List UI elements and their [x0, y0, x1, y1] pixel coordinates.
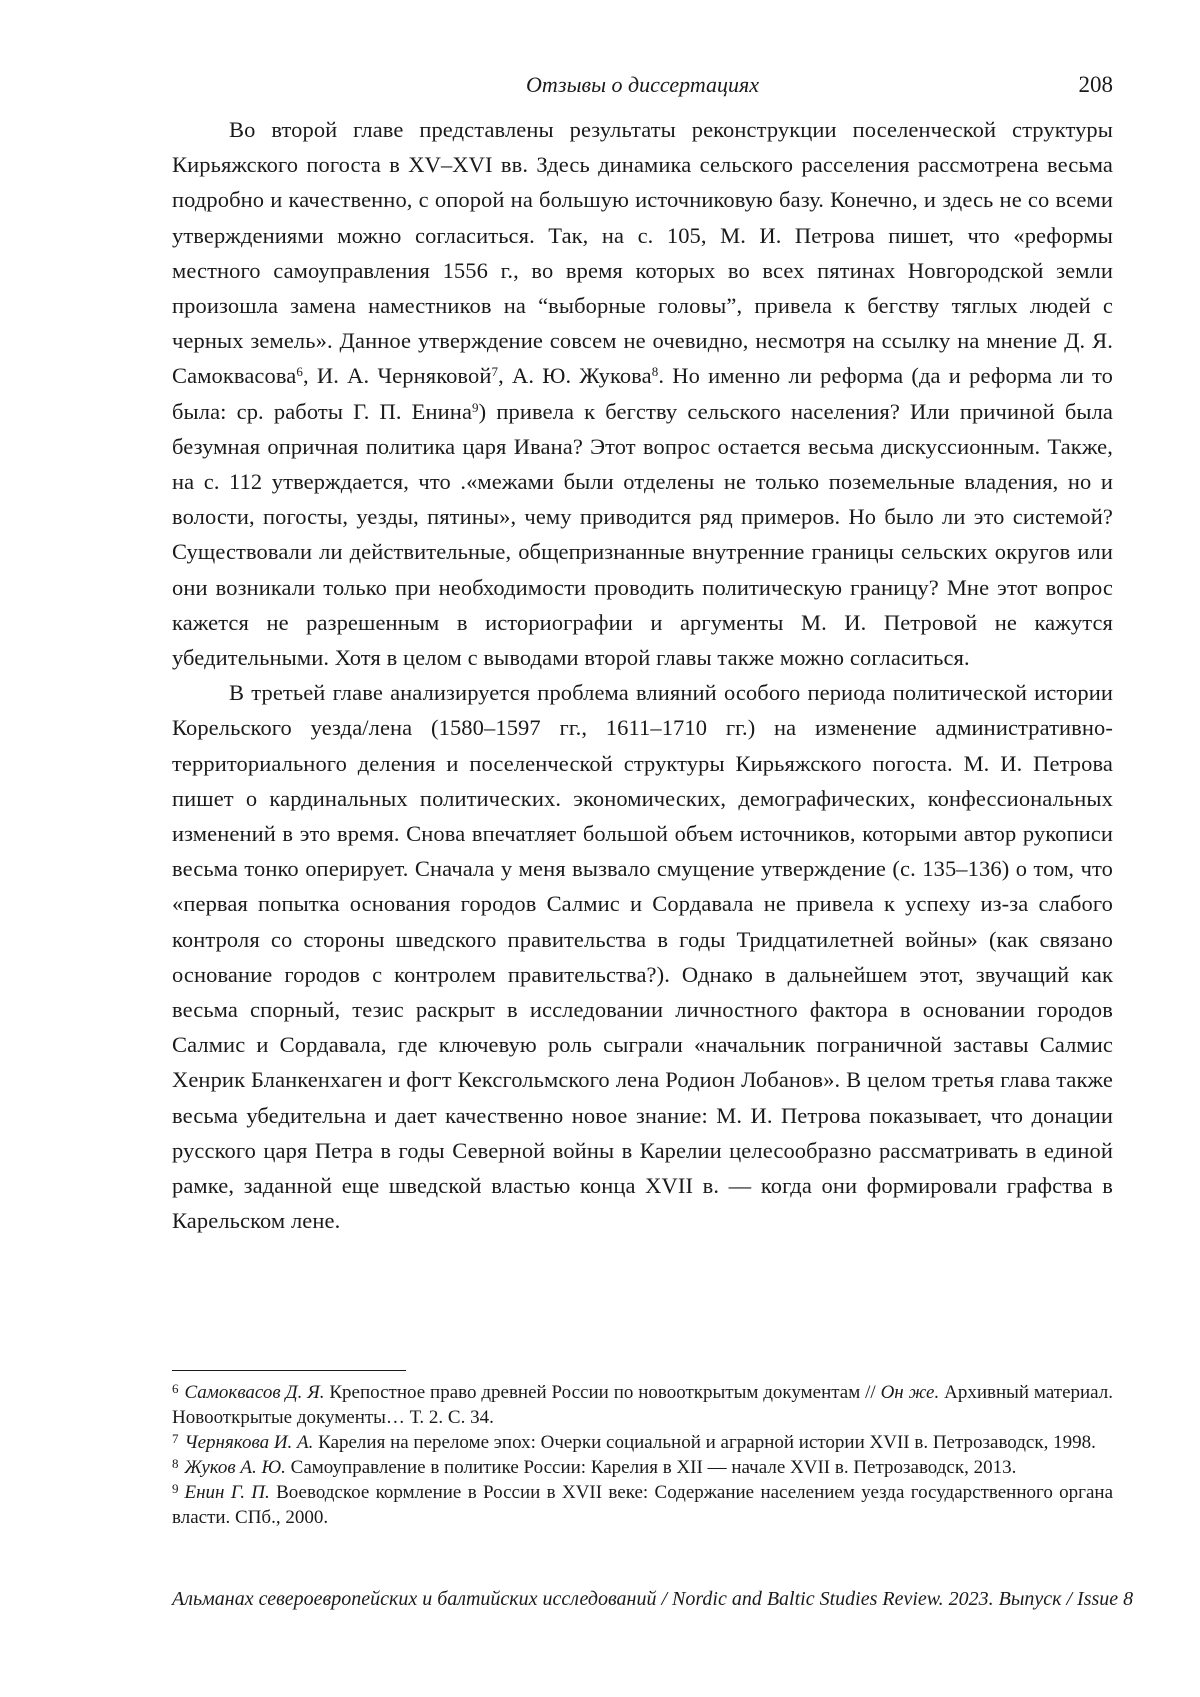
page — [0, 0, 1200, 1697]
footnote-ref-7: 7 — [492, 364, 499, 379]
footnote-9 — [172, 1480, 1113, 1530]
running-head — [172, 72, 1113, 104]
text-segment: ) привела к бегству сельского населения? Или причиной была безумная опричная политика царя Ивана? Этот вопрос остается весьма дискуссионным. Также, на с. 112 утверждается, что .«межами были отделены не только поземельные владения, но и волости, погосты, уезды, пятины», чему приводится ряд примеров. Но было ли это системой? Существовали ли действительные, общепризнанные внутренние границы сельских округов или они возникали только при необходимости проводить политическую границу? Мне этот вопрос кажется не разрешенным в историографии и аргументы М. И. Петровой не кажутся убедительными. Хотя в целом с выводами второй главы также можно согласиться. — [172, 399, 1113, 670]
footnotes — [172, 1380, 1113, 1530]
footnote-text: Карелия на переломе эпох: Очерки социальной и аграрной истории XVII в. Петрозаводск, 1998. — [313, 1432, 1095, 1453]
paragraph-third-chapter: В третьей главе анализируется проблема влияний особого периода политической истории Корельского уезда/лена (1580–1597 гг., 1611–1710 гг.) на изменение административно-территориального деления и поселенческой структуры Кирьяжского погоста. М. И. Петрова пишет о кардинальных политических. экономических, демографических, конфессиональных изменений в это время. Снова впечатляет большой объем источников, которыми автор рукописи весьма тонко оперирует. Сначала у меня вызвало смущение утверждение (с. 135–136) о том, что «первая попытка основания городов Салмис и Сордавала не привела к успеху из-за слабого контроля со стороны шведского правительства в годы Тридцатилетней войны» (как связано основание городов с контролем правительства?). Однако в дальнейшем этот, звучащий как весьма спорный, тезис раскрыт в исследовании личностного фактора в основании городов Салмис и Сордавала, где ключевую роль сыграли «начальник пограничной заставы Салмис Хенрик Бланкенхаген и фогт Кексгольмского лена Родион Лобанов». В целом третья глава также весьма убедительна и дает качественно новое знание: М. И. Петрова показывает, что донации русского царя Петра в годы Северной войны в Карелии целесообразно рассматривать в единой рамке, заданной еще шведской властью конца XVII в. — когда они формировали графства в Карельском лене. — [172, 675, 1113, 1238]
footnote-6 — [172, 1380, 1113, 1430]
paragraph-second-chapter — [172, 112, 1113, 675]
footnote-text: Крепостное право древней России по новооткрытым документам // — [324, 1382, 880, 1403]
footnote-author: Енин Г. П. — [185, 1482, 270, 1503]
footnote-text: Архивный материал. Новооткрытые документы… Т. 2. С. 34. — [172, 1382, 1113, 1428]
footnote-ref-8: 8 — [652, 364, 659, 379]
body-text — [172, 112, 1113, 1239]
footnote-marker: 7 — [172, 1431, 179, 1446]
footnote-ref-6: 6 — [296, 364, 303, 379]
text-segment: Во второй главе представлены результаты реконструкции поселенческой структуры Кирьяжского погоста в XV–XVI вв. Здесь динамика сельского расселения рассмотрена весьма подробно и качественно, с опорой на большую источниковую базу. Конечно, и здесь не со всеми утверждениями можно согласиться. Так, на с. 105, М. И. Петрова пишет, что «реформы местного самоуправления 1556 г., во время которых во всех пятинах Новгородской земли произошла замена наместников на “выборные головы”, привела к бегству тяглых людей с черных земель». Данное утверждение совсем не очевидно, несмотря на ссылку на мнение Д. Я. Самоквасова — [172, 117, 1113, 388]
footnote-marker: 6 — [172, 1381, 179, 1396]
journal-footer: Альманах североевропейских и балтийских исследований / Nordic and Baltic Studies Review. 2023. Выпуск / Issue 8 — [172, 1588, 1113, 1611]
text-segment: , И. А. Черняковой — [303, 363, 492, 388]
footnote-text: Воеводское кормление в России в XVII веке: Содержание населением уезда государственного органа власти. СПб., 2000. — [172, 1482, 1113, 1528]
text-segment: , А. Ю. Жукова — [498, 363, 652, 388]
footnote-marker: 9 — [172, 1481, 179, 1496]
text-segment: . Но именно ли реформа (да и реформа ли то была: ср. работы Г. П. Енина — [172, 363, 1113, 423]
page-number: 208 — [1079, 72, 1114, 98]
footnote-author: Жуков А. Ю. — [185, 1457, 286, 1478]
footnote-separator — [172, 1370, 406, 1371]
footnote-ibid: Он же. — [881, 1382, 940, 1403]
footnote-8 — [172, 1455, 1113, 1480]
footnote-text: Самоуправление в политике России: Карелия в XII — начале XVII в. Петрозаводск, 2013. — [286, 1457, 1016, 1478]
footnote-7 — [172, 1430, 1113, 1455]
footnote-author: Чернякова И. А. — [185, 1432, 314, 1453]
footnote-ref-9: 9 — [472, 400, 479, 415]
footnote-marker: 8 — [172, 1456, 179, 1471]
running-title: Отзывы о диссертациях — [172, 72, 1113, 98]
footnote-author: Самоквасов Д. Я. — [185, 1382, 325, 1403]
